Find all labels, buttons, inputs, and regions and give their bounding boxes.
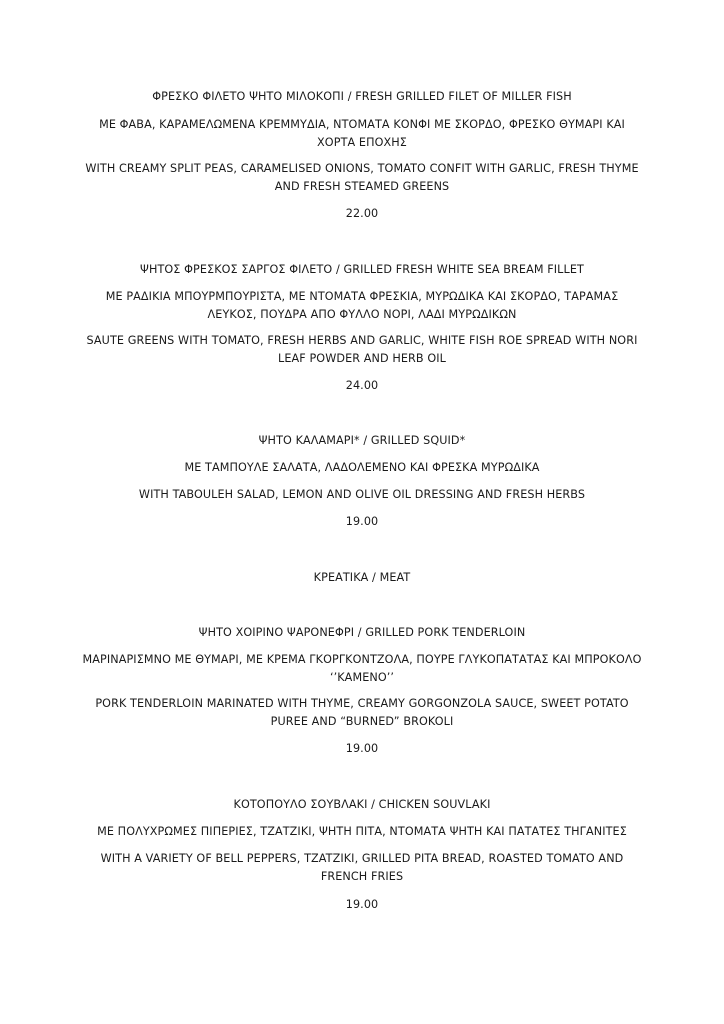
- dish-description-greek: ΜΑΡΙΝΑΡΙΣΜΝΟ ΜΕ ΘΥΜΑΡΙ, ΜΕ ΚΡΕΜΑ ΓΚΟΡΓΚΟΝΤΖΟΛΑ, ΠΟΥΡΕ ΓΛΥΚΟΠΑΤΑΤΑΣ ΚΑΙ ΜΠΡΟΚΟΛΟ ‘’ΚΑΜΕΝΟ’’: [82, 653, 642, 684]
- dish-description-english: WITH A VARIETY OF BELL PEPPERS, TZATZIKI, GRILLED PITA BREAD, ROASTED TOMATO AND FRENCH FRIES: [100, 852, 624, 883]
- dish-price: 22.00: [345, 207, 379, 220]
- dish-title: ΚΟΤΟΠΟΥΛΟ ΣΟΥΒΛΑΚΙ / CHICKEN SOUVLAKI: [233, 798, 491, 811]
- dish-price: 19.00: [345, 742, 379, 755]
- dish-title: ΨΗΤΟ ΚΑΛΑΜΑΡΙ* / GRILLED SQUID*: [258, 434, 466, 447]
- dish-title: ΨΗΤΟΣ ΦΡΕΣΚΟΣ ΣΑΡΓΟΣ ΦΙΛΕΤΟ / GRILLED FRESH WHITE SEA BREAM FILLET: [140, 263, 584, 276]
- dish-price: 19.00: [345, 898, 379, 911]
- dish-description-english: PORK TENDERLOIN MARINATED WITH THYME, CREAMY GORGONZOLA SAUCE, SWEET POTATO PUREE AND “BURNED” BROKOLI: [95, 697, 629, 728]
- dish-description-greek: ΜΕ ΦΑΒΑ, ΚΑΡΑΜΕΛΩΜΕΝΑ ΚΡΕΜΜΥΔΙΑ, ΝΤΟΜΑΤΑ ΚΟΝΦΙ ΜΕ ΣΚΟΡΔΟ, ΦΡΕΣΚΟ ΘΥΜΑΡΙ ΚΑΙ ΧΟΡΤΑ ΕΠΟΧΗΣ: [99, 118, 625, 149]
- dish-title: ΨΗΤΟ ΧΟΙΡΙΝΟ ΨΑΡΟΝΕΦΡΙ / GRILLED PORK TENDERLOIN: [198, 626, 526, 639]
- dish-description-english: SAUTE GREENS WITH TOMATO, FRESH HERBS AND GARLIC, WHITE FISH ROE SPREAD WITH NORI LEAF POWDER AND HERB OIL: [86, 334, 638, 365]
- dish-title: ΦΡΕΣΚΟ ΦΙΛΕΤΟ ΨΗΤΟ ΜΙΛΟΚΟΠΙ / FRESH GRILLED FILET OF MILLER FISH: [152, 90, 572, 103]
- dish-description-greek: ΜΕ ΡΑΔΙΚΙΑ ΜΠΟΥΡΜΠΟΥΡΙΣΤΑ, ΜΕ ΝΤΟΜΑΤΑ ΦΡΕΣΚΙΑ, ΜΥΡΩΔΙΚΑ ΚΑΙ ΣΚΟΡΔΟ, ΤΑΡΑΜΑΣ ΛΕΥΚΟΣ, ΠΟΥΔΡΑ ΑΠΟ ΦΥΛΛΟ ΝΟΡΙ, ΛΑΔΙ ΜΥΡΩΔΙΚΩΝ: [105, 290, 619, 321]
- dish-price: 24.00: [345, 379, 379, 392]
- dish-price: 19.00: [345, 515, 379, 528]
- section-heading: ΚΡΕΑΤΙΚΑ / MEAT: [313, 571, 411, 584]
- dish-description-english: WITH TABOULEH SALAD, LEMON AND OLIVE OIL DRESSING AND FRESH HERBS: [138, 488, 586, 501]
- dish-description-greek: ΜΕ ΠΟΛΥΧΡΩΜΕΣ ΠΙΠΕΡΙΕΣ, ΤΖΑΤΖΙΚΙ, ΨΗΤΗ ΠΙΤΑ, ΝΤΟΜΑΤΑ ΨΗΤΗ ΚΑΙ ΠΑΤΑΤΕΣ ΤΗΓΑΝΙΤΕΣ: [97, 825, 627, 838]
- dish-description-english: WITH CREAMY SPLIT PEAS, CARAMELISED ONIONS, TOMATO CONFIT WITH GARLIC, FRESH THYME AND FRESH STEAMED GREENS: [85, 162, 639, 193]
- dish-description-greek: ΜΕ ΤΑΜΠΟΥΛΕ ΣΑΛΑΤΑ, ΛΑΔΟΛΕΜΕΝΟ ΚΑΙ ΦΡΕΣΚΑ ΜΥΡΩΔΙΚΑ: [184, 461, 540, 474]
